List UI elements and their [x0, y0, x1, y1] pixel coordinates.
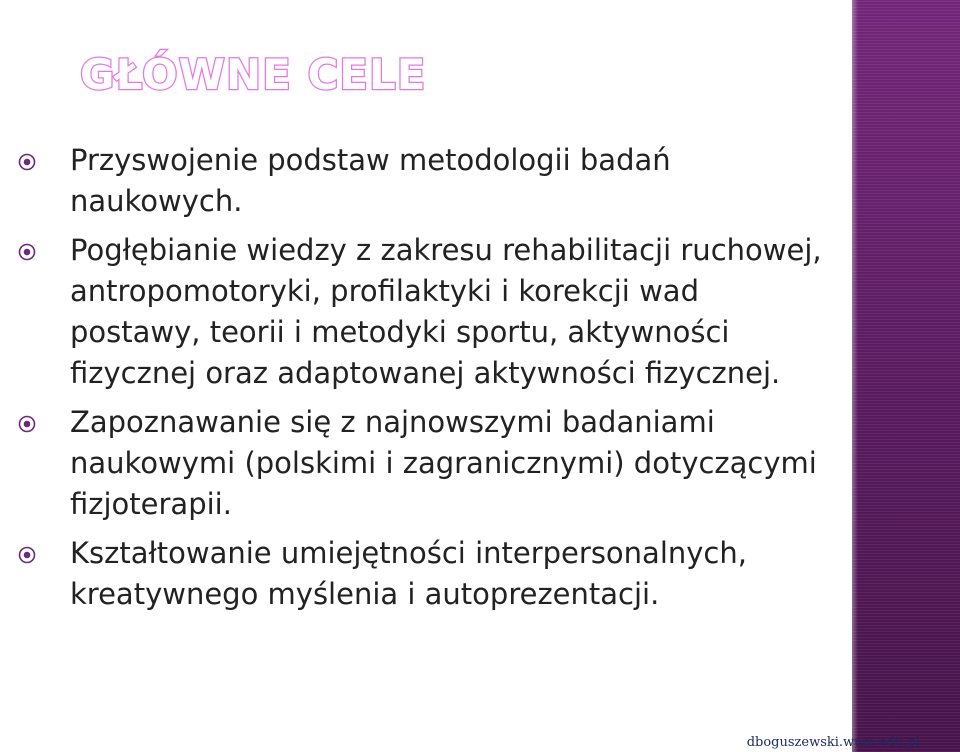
target-circle-icon	[18, 243, 36, 261]
slide-title: GŁÓWNE CELE	[80, 50, 427, 99]
bullet-item	[0, 140, 830, 222]
bullet-text: Pogłębianie wiedzy z zakresu rehabilitacji ruchowej, antropomotoryki, profilaktyki i korekcji wad postawy, teorii i metodyki sportu, aktywności fizycznej oraz adaptowanej aktywności fizycznej.	[70, 233, 822, 390]
target-circle-icon	[18, 546, 36, 564]
bullet-text: Przyswojenie podstaw metodologii badań naukowych.	[70, 143, 671, 218]
bullet-list	[0, 140, 830, 623]
target-circle-icon	[18, 153, 36, 171]
decorative-sidebar	[852, 0, 960, 752]
bullet-text: Zapoznawanie się z najnowszymi badaniami naukowymi (polskimi i zagranicznymi) dotyczącymi fizjoterapii.	[70, 405, 817, 521]
footer-url: dboguszewski.wum.edu.pl	[746, 735, 920, 750]
bullet-item	[0, 230, 830, 394]
bullet-text: Kształtowanie umiejętności interpersonalnych, kreatywnego myślenia i autoprezentacji.	[70, 536, 747, 611]
bullet-item	[0, 533, 830, 615]
target-circle-icon	[18, 415, 36, 433]
bullet-item	[0, 402, 830, 525]
